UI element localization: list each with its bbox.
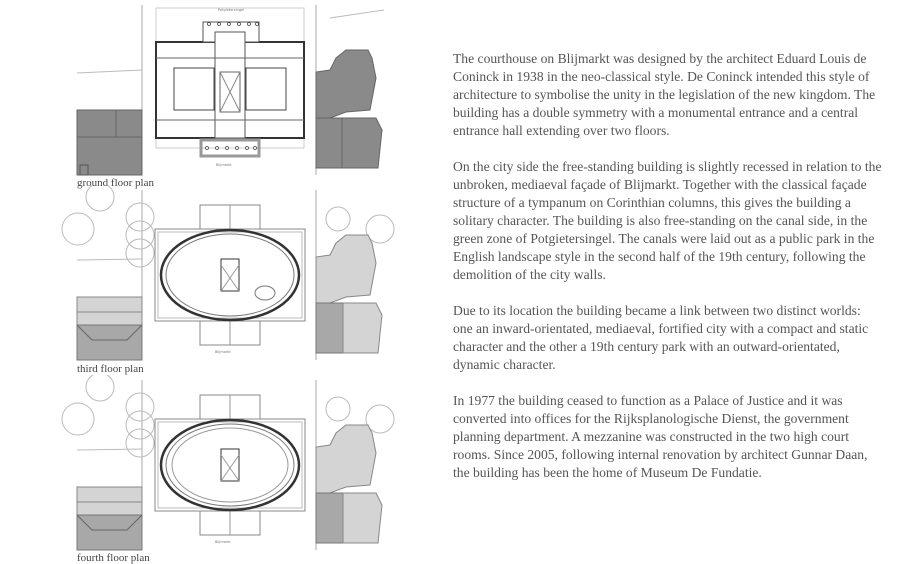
plan-caption: ground floor plan [77,177,154,189]
third-floor-plan [0,185,450,375]
plan-caption: third floor plan [77,363,144,375]
ground-floor-drawing [0,0,450,190]
paragraph: On the city side the free-standing building is slightly recessed in relation to the unbroken, mediaeval façade of Blijmarkt. Together with the classical façade structure of a tympanum on Corinthian columns, this gives the building a solitary character. The building is also free-standing on the canal side, in the green zone of Potgietersingel. The canals were laid out as a public park in the English landscape style in the second half of the 19th century, following the demolition of the city walls. [453,159,882,282]
paragraph: In 1977 the building ceased to function as a Palace of Justice and it was converted into offices for the Rijksplanologische Dienst, the government planning department. A mezzanine was constructed in the two high court rooms. Since 2005, following internal renovation by architect Gunnar Daan, the building has been the home of Museum De Fundatie. [453,393,868,480]
svg-text:Blijmarkt: Blijmarkt [215,350,231,354]
ground-floor-plan [0,0,450,190]
description-text [453,50,883,500]
svg-text:Blijmarkt: Blijmarkt [216,163,232,167]
svg-text:Potgietersingel: Potgietersingel [218,8,245,12]
paragraph: Due to its location the building became a link between two distinct worlds: one an inward-orientated, mediaeval, fortified city with a compact and static character and the other a 19th century park with an outward-orientated, dynamic character. [453,303,869,372]
svg-text:Blijmarkt: Blijmarkt [215,540,231,544]
fourth-floor-drawing [0,375,450,564]
third-floor-drawing [0,185,450,375]
plan-caption: fourth floor plan [77,552,150,564]
fourth-floor-plan [0,375,450,564]
paragraph: The courthouse on Blijmarkt was designed by the architect Eduard Louis de Coninck in 1938 in the neo-classical style. De Coninck intended this style of architecture to symbolise the unity in the legislation of the new kingdom. The building has a double symmetry with a monumental entrance and a central entrance hall extending over two floors. [453,51,876,138]
